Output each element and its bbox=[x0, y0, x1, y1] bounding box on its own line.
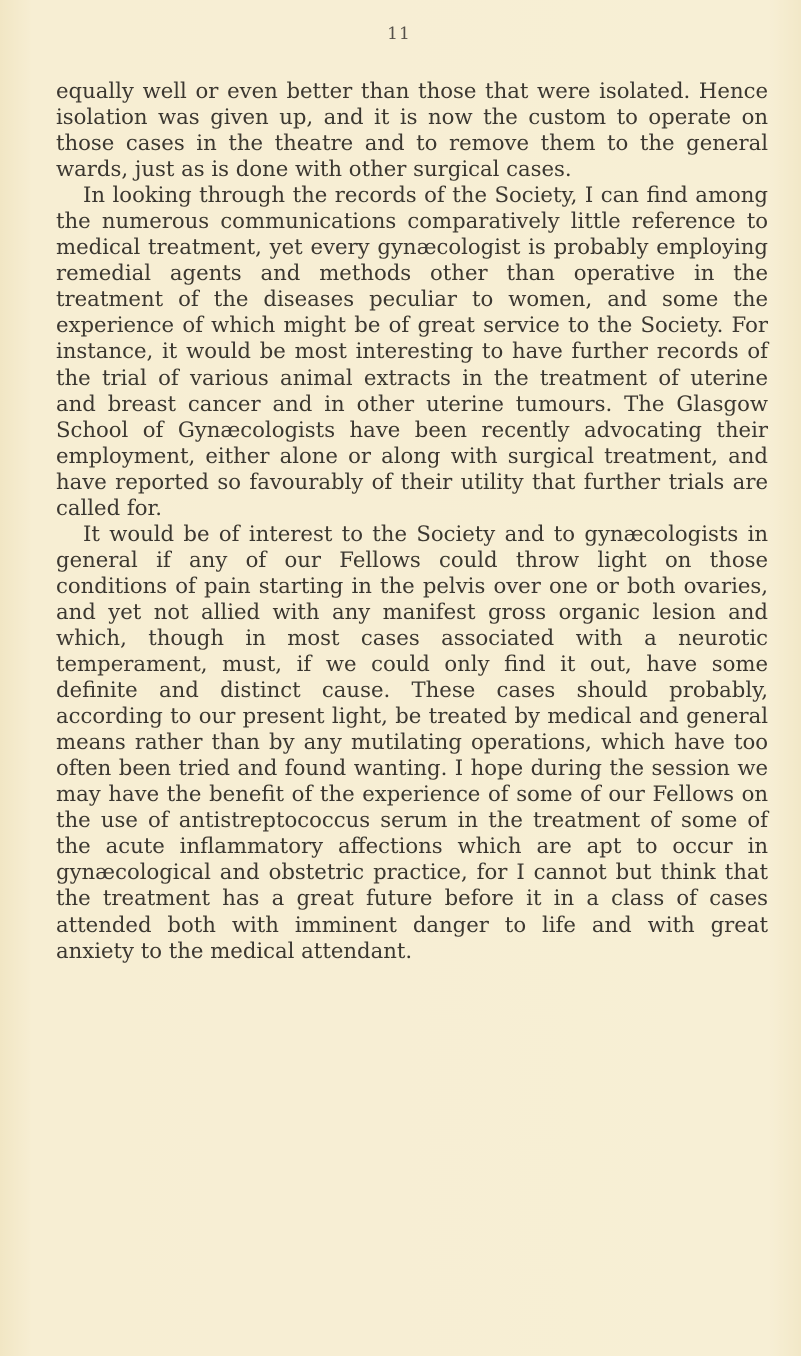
paragraph-pelvic-pain: It would be of interest to the Society and to gynæcologists in general if any of our Fellows could throw light on those conditions of pain starting in the pelvis over one or both ovaries, and yet not allied with any manifest gross organic lesion and which, though in most cases associated with a neurotic temperament, must, if we could only find it out, have some definite and distinct cause. These cases should probably, according to our present light, be treated by medical and general means rather than by any mutilating operations, which have too often been tried and found wanting. I hope during the session we may have the benefit of the experience of some of our Fellows on the use of antistreptococcus serum in the treatment of some of the acute inflammatory affections which are apt to occur in gynæcological and obstetric practice, for I cannot but think that the treatment has a great future before it in a class of cases attended both with imminent danger to life and with great anxiety to the medical attendant. bbox=[56, 520, 768, 963]
paragraph-medical-treatment: In looking through the records of the Society, I can find among the numerous communications comparatively little reference to medical treatment, yet every gynæcologist is probably employing remedial agents and methods other than operative in the treatment of the diseases peculiar to women, and some the experience of which might be of great service to the Society. For instance, it would be most interesting to have further records of the trial of various animal extracts in the treatment of uterine and breast cancer and in other uterine tumours. The Glasgow School of Gynæcologists have been recently advocating their employment, either alone or along with surgical treatment, and have reported so favourably of their utility that further trials are called for. bbox=[56, 182, 768, 520]
paragraph-continuation: equally well or even better than those that were isolated. Hence isolation was given up, and it is now the custom to operate on those cases in the theatre and to remove them to the general wards, just as is done with other surgical cases. bbox=[56, 78, 768, 182]
page-number: 11 bbox=[387, 24, 411, 44]
body-text bbox=[56, 78, 768, 964]
